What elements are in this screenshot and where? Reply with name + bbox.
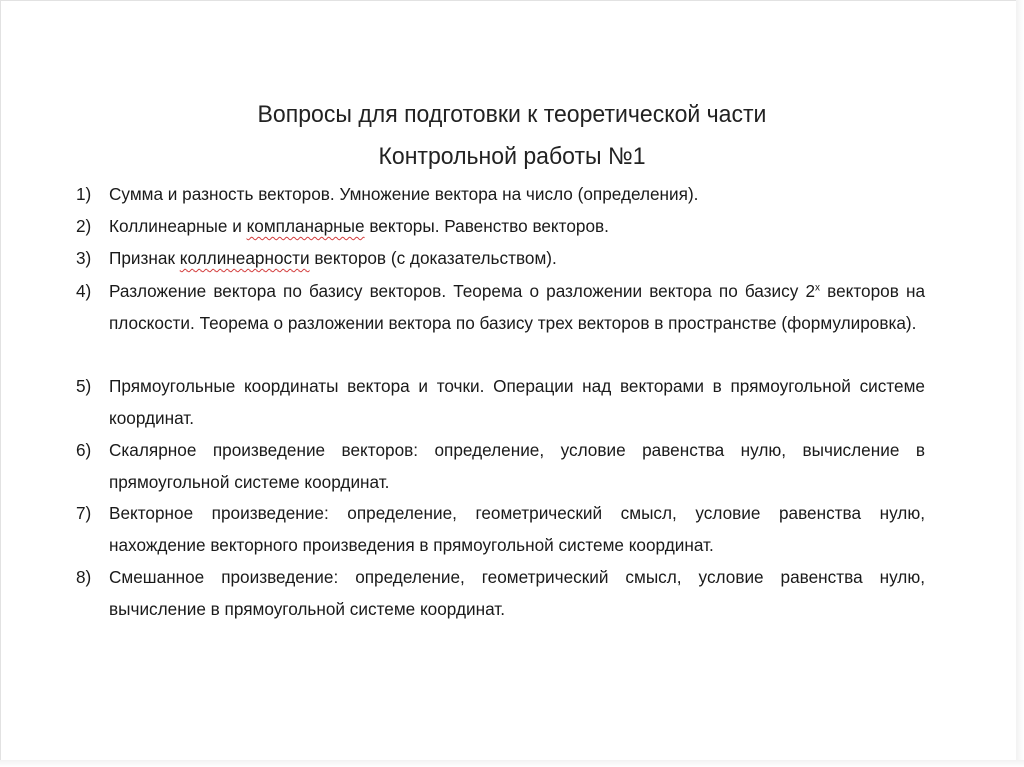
text-fragment: Признак xyxy=(109,248,180,268)
list-item-number: 5) xyxy=(76,376,92,396)
text-fragment: векторы. Равенство векторов. xyxy=(364,216,609,236)
list-item-text: Скалярное произведение векторов: определение, условие равенства нулю, вычисление в прямоугольной системе координат. xyxy=(109,440,925,493)
list-item xyxy=(76,210,936,242)
document-title-line-1: Вопросы для подготовки к теоретической части xyxy=(257,101,767,128)
list-item-number: 7) xyxy=(76,503,92,523)
list-item xyxy=(76,275,936,340)
text-fragment: Коллинеарные и xyxy=(109,216,247,236)
list-item xyxy=(76,370,936,435)
list-item-number: 2) xyxy=(76,216,92,236)
list-item-number: 4) xyxy=(76,281,92,301)
slide-shadow-right xyxy=(1016,0,1024,767)
list-item-number: 8) xyxy=(76,567,92,587)
slide-shadow-bottom xyxy=(0,760,1024,767)
list-item-text xyxy=(109,275,925,340)
text-fragment: векторов (с доказательством). xyxy=(309,248,557,268)
list-item-number: 3) xyxy=(76,248,92,268)
list-item-text xyxy=(109,210,925,242)
list-item-text: Смешанное произведение: определение, геометрический смысл, условие равенства нулю, вычисление в прямоугольной системе координат. xyxy=(109,567,925,620)
document-title-line-2: Контрольной работы №1 xyxy=(378,143,646,170)
list-item xyxy=(76,497,936,562)
spellcheck-flagged-word: коллинеарности xyxy=(179,248,310,268)
text-fragment: Разложение вектора по базису векторов. Теорема о разложении вектора по базису 2 xyxy=(109,281,816,301)
superscript: х xyxy=(815,282,821,294)
list-item xyxy=(76,178,936,210)
list-item xyxy=(76,434,936,499)
list-item-text: Сумма и разность векторов. Умножение вектора на число (определения). xyxy=(109,184,699,204)
list-item xyxy=(76,561,936,626)
spellcheck-flagged-word: компланарные xyxy=(246,216,365,236)
text-fragment: векторов на плоскости. Теорема о разложении вектора по базису трех векторов в пространстве (формулировка). xyxy=(109,281,926,334)
list-item-text xyxy=(109,242,925,274)
list-item-number: 6) xyxy=(76,440,92,460)
list-item xyxy=(76,242,936,274)
list-item-text: Векторное произведение: определение, геометрический смысл, условие равенства нулю, нахождение векторного произведения в прямоугольной системе координат. xyxy=(109,503,925,556)
list-item-number: 1) xyxy=(76,184,92,204)
list-item-text: Прямоугольные координаты вектора и точки. Операции над векторами в прямоугольной системе координат. xyxy=(109,376,925,429)
